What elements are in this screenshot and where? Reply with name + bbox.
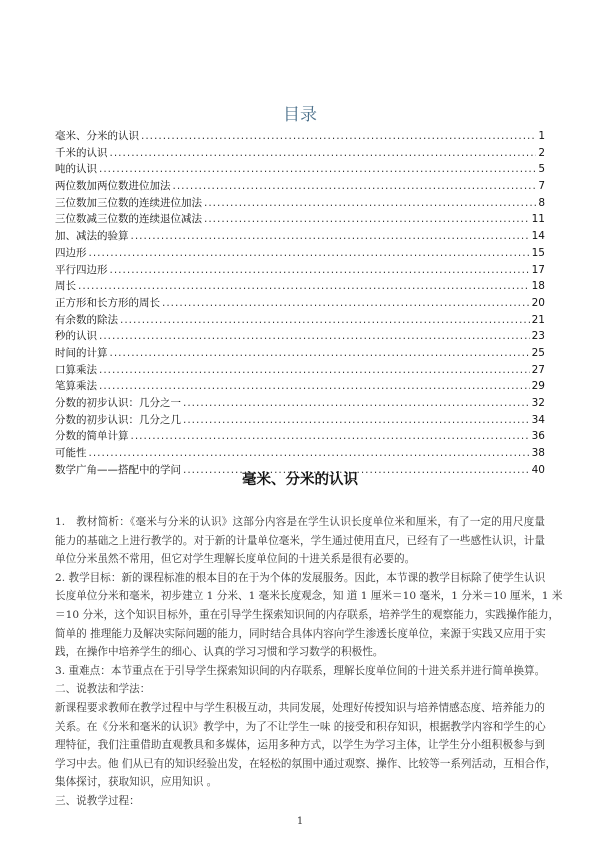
toc-leader-dots	[162, 295, 530, 312]
toc-leader-dots	[99, 378, 530, 395]
toc-entry-label: 秒的认识	[55, 330, 97, 343]
toc-leader-dots	[173, 178, 537, 195]
toc-entry-label: 三位数减三位数的连续退位减法	[55, 213, 202, 226]
toc-entry-page: 29	[531, 380, 545, 393]
toc-leader-dots	[89, 445, 530, 462]
toc-entry-page: 1	[538, 130, 545, 142]
toc-leader-dots	[99, 161, 536, 178]
paragraph-line: 三、说教学过程：	[55, 794, 140, 807]
toc-entry-label: 三位数加三位数的连续进位加法	[55, 196, 202, 209]
toc-entry-page: 21	[531, 313, 545, 326]
toc-entry-label: 四边形	[55, 246, 87, 259]
toc-entry-label: 分数的初步认识：几分之几	[55, 413, 181, 426]
paragraph-line: 学习中去。他 们从已有的知识经验出发，在轻松的氛围中通过观察、操作、比较等一系列活动，互相合作，	[55, 757, 557, 770]
toc-entry[interactable]	[55, 445, 545, 462]
paragraph-line: 3. 重难点：本节重点在于引导学生探索知识间的内存联系，理解长度单位间的十进关系并进行简单换算。	[55, 664, 546, 677]
toc-leader-dots	[110, 262, 530, 279]
toc-entry-label: 时间的计算	[55, 346, 108, 359]
toc-entry-label: 周长	[55, 280, 76, 293]
paragraph-line: 1. 教材简析：《毫米与分米的认识》这部分内容是在学生认识长度单位米和厘米，有了一定的用尺度量	[55, 516, 545, 528]
section-body	[55, 513, 563, 811]
toc-entry-label: 笔算乘法	[55, 380, 97, 393]
toc-entry-page: 14	[531, 230, 545, 243]
paragraph-line: 能力的基础之上进行教学的。对于新的计量单位毫米，学生通过使用直尺，已经有了一些感性认识，计量	[55, 534, 545, 547]
toc-leader-dots	[183, 395, 530, 412]
toc-leader-dots	[131, 228, 530, 245]
toc-entry-page: 32	[531, 397, 545, 409]
toc-entry-page: 5	[538, 163, 545, 176]
toc-entry-page: 18	[531, 280, 545, 293]
toc-leader-dots	[183, 412, 530, 429]
toc-entry-label: 千米的认识	[55, 146, 108, 159]
toc-title: 目录	[283, 105, 317, 125]
toc-leader-dots	[131, 428, 530, 445]
toc-entry-label: 分数的简单计算	[55, 430, 129, 443]
toc-leader-dots	[120, 312, 530, 329]
toc-entry[interactable]	[55, 228, 545, 245]
toc-entry-page: 20	[531, 296, 545, 309]
paragraph-line: 新课程要求教师在教学过程中与学生积极互动，共同发展，处理好传授知识与培养情感态度、培养能力的	[55, 701, 545, 714]
paragraph-line: 长度单位分米和毫米，初步建立 1 分米、1 毫米长度观念，知 道 1 厘米＝10 毫米，1 分米＝10 厘米，1 米	[55, 590, 563, 603]
paragraph-line: 践，在操作中培养学生的细心、认真的学习习惯和学习数学的积极性。	[55, 646, 384, 659]
toc-entry[interactable]	[55, 295, 545, 312]
toc-entry-label: 可能性	[55, 447, 87, 460]
toc-entry-page: 25	[531, 346, 545, 359]
toc-leader-dots	[110, 145, 537, 162]
toc-entry[interactable]	[55, 145, 545, 162]
toc-leader-dots	[204, 195, 536, 212]
toc-entry[interactable]	[55, 362, 545, 379]
toc-entry-label: 分数的初步认识：几分之一	[55, 397, 181, 409]
toc-entry[interactable]	[55, 245, 545, 262]
toc-entry-label: 两位数加两位数进位加法	[55, 180, 171, 193]
toc-entry-page: 23	[531, 330, 545, 343]
toc-entry[interactable]	[55, 278, 545, 295]
toc-entry[interactable]	[55, 395, 545, 412]
paragraph-line: 理特征，我们注重借助直观教具和多媒体，运用多种方式，以学生为学习主体，让学生分小组积极参与到	[55, 739, 545, 752]
toc-leader-dots	[89, 245, 530, 262]
paragraph-line: 单位分米虽然不常用，但它对学生理解长度单位间的十进关系是很有必要的。	[55, 553, 416, 566]
paragraph-line: ＝10 分米，这个知识目标外，重在引导学生探索知识间的内存联系，培养学生的观察能力，实践操作能力，	[55, 608, 560, 621]
toc-entry-page: 2	[538, 146, 545, 159]
paragraph-line: 简单的 推理能力及解决实际问题的能力，同时结合具体内容向学生渗透长度单位，来源于实践又应用于实	[55, 627, 546, 640]
toc-entry[interactable]	[55, 211, 545, 228]
toc-entry-page: 27	[531, 363, 545, 376]
page-number: 1	[296, 816, 304, 827]
toc-entry-page: 7	[538, 180, 545, 193]
toc-entry-label: 有余数的除法	[55, 313, 118, 326]
toc-leader-dots	[141, 128, 536, 145]
toc-entry[interactable]	[55, 161, 545, 178]
toc-entry-page: 34	[531, 413, 545, 426]
toc-entry-label: 数学广角——搭配中的学问	[55, 463, 181, 476]
toc-entry[interactable]	[55, 412, 545, 429]
toc-entry[interactable]	[55, 262, 545, 279]
toc-entry-page: 36	[531, 430, 545, 443]
toc-entry-page: 8	[538, 196, 545, 209]
toc-entry[interactable]	[55, 195, 545, 212]
toc-entry[interactable]	[55, 178, 545, 195]
toc-entry-page: 15	[531, 246, 545, 259]
toc-leader-dots	[99, 362, 530, 379]
toc-entry[interactable]	[55, 312, 545, 329]
section-title: 毫米、分米的认识	[242, 472, 358, 488]
paragraph-line: 关系。在《分米和毫米的认识》教学中，为了不让学生一味 的接受和积存知识，根据教学内容和学生的心	[55, 720, 546, 733]
toc-leader-dots	[110, 345, 530, 362]
toc-entry-page: 11	[531, 213, 545, 226]
toc-entry[interactable]	[55, 128, 545, 145]
table-of-contents	[55, 128, 545, 478]
paragraph-line: 二、说教法和学法：	[55, 683, 151, 696]
toc-entry[interactable]	[55, 328, 545, 345]
toc-entry-page: 38	[531, 447, 545, 460]
toc-entry[interactable]	[55, 378, 545, 395]
toc-entry-label: 口算乘法	[55, 363, 97, 376]
paragraph-line: 集体探讨，获取知识，应用知识 。	[55, 776, 218, 789]
toc-entry-label: 加、减法的验算	[55, 230, 129, 243]
toc-entry-label: 正方形和长方形的周长	[55, 296, 160, 309]
toc-entry[interactable]	[55, 345, 545, 362]
toc-leader-dots	[78, 278, 530, 295]
toc-entry-label: 平行四边形	[55, 263, 108, 276]
toc-entry-page: 40	[531, 463, 545, 476]
toc-entry-label: 吨的认识	[55, 163, 97, 176]
toc-leader-dots	[204, 211, 530, 228]
toc-leader-dots	[99, 328, 530, 345]
paragraph-line: 2. 教学目标：新的课程标准的根本目的在于为个体的发展服务。因此，本节课的教学目标除了使学生认识	[55, 571, 546, 584]
toc-entry-label: 毫米、分米的认识	[55, 130, 139, 142]
toc-entry-page: 17	[531, 263, 545, 276]
toc-entry[interactable]	[55, 428, 545, 445]
